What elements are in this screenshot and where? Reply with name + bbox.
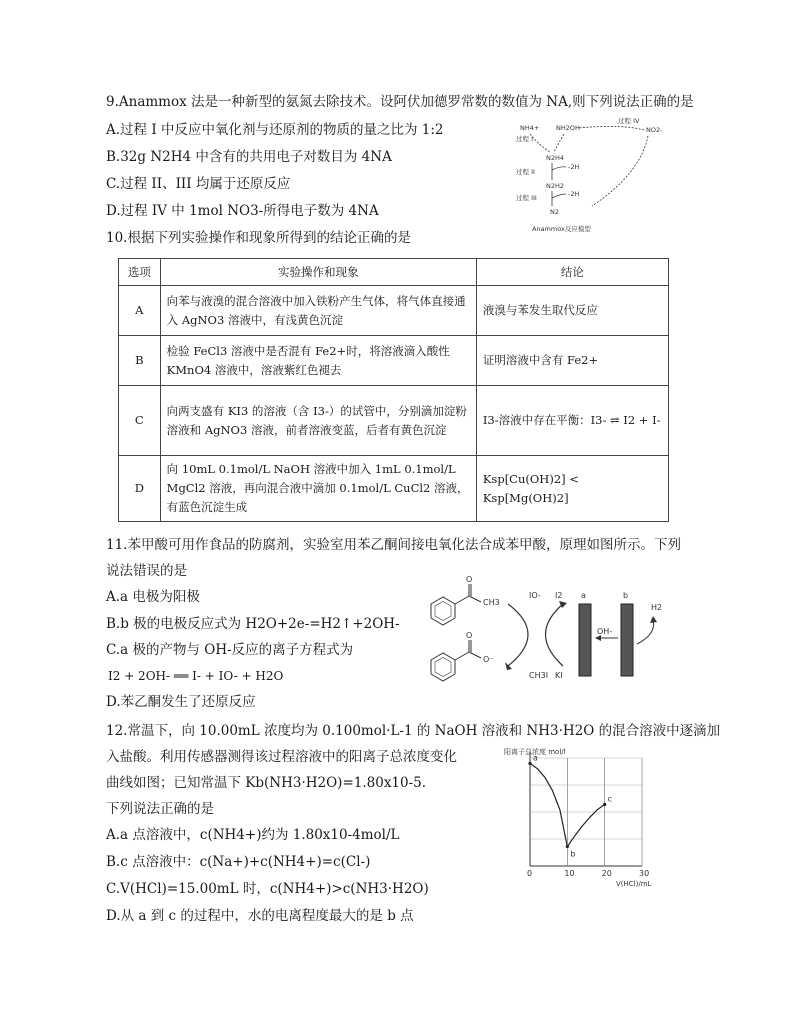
q11-option-d: D.苯乙酮发生了还原反应 xyxy=(106,694,256,710)
row-c-option: C xyxy=(119,386,161,456)
label-ch3i: CH3I xyxy=(529,671,549,680)
acetophenone-oxygen: O xyxy=(466,575,473,584)
q12-line2: 入盐酸。利用传感器测得该过程溶液中的阳离子总浓度变化 xyxy=(106,749,457,765)
cation-concentration-chart xyxy=(496,744,676,894)
q11-stem-line1: 11.苯甲酸可用作食品的防腐剂，实验室用苯乙酮间接电氧化法合成苯甲酸，原理如图所示。下列 xyxy=(106,537,681,553)
row-b-operation: 检验 FeCl3 溶液中是否混有 Fe2+时，将溶液滴入酸性 KMnO4 溶液中，溶液紫红色褪去 xyxy=(160,336,476,386)
chart-ylabel: 阳离子总浓度 mol/l xyxy=(504,748,566,756)
q11-stem-line2: 说法错误的是 xyxy=(106,563,187,579)
table-row xyxy=(119,336,669,386)
label-process2: 过程 II xyxy=(516,168,535,176)
benzoate-oxygen: O xyxy=(466,631,473,640)
point-c xyxy=(603,803,606,806)
label-no2: NO2- xyxy=(646,126,663,134)
label-oh: OH- xyxy=(597,627,613,636)
label-n2: N2 xyxy=(550,208,559,216)
header-conclusion: 结论 xyxy=(476,259,668,286)
label-n2h2: N2H2 xyxy=(546,182,565,190)
acetophenone-ch3: CH3 xyxy=(483,598,500,607)
label-i2: I2 xyxy=(555,591,563,600)
label-process3: 过程 III xyxy=(516,194,537,202)
label-h2: H2 xyxy=(651,603,663,612)
q11-option-c-equation: I2 + 2OH- ══ I- + IO- + H2O xyxy=(108,669,284,683)
q9-option-d: D.过程 IV 中 1mol NO3-所得电子数为 4NA xyxy=(106,203,379,219)
row-a-conclusion: 液溴与苯发生取代反应 xyxy=(476,286,668,336)
point-a xyxy=(528,762,531,765)
x-tick-0: 0 xyxy=(527,869,533,878)
svg-text:O⁻: O⁻ xyxy=(483,655,494,664)
q11-option-b: B.b 极的电极反应式为 H2O+2e-=H2↑+2OH- xyxy=(106,616,400,632)
x-tick-30: 30 xyxy=(639,869,650,878)
row-d-operation: 向 10mL 0.1mol/L NaOH 溶液中加入 1mL 0.1mol/L MgCl2 溶液，再向混合液中滴加 0.1mol/L CuCl2 溶液，有蓝色沉淀生成 xyxy=(160,456,476,522)
electrode-b-label: b xyxy=(623,591,629,600)
q9-option-b: B.32g N2H4 中含有的共用电子对数目为 4NA xyxy=(106,149,392,165)
q11-option-c: C.a 极的产物与 OH-反应的离子方程式为 xyxy=(106,642,354,658)
label-ki: KI xyxy=(555,671,563,680)
row-d-conclusion: Ksp[Cu(OH)2] < Ksp[Mg(OH)2] xyxy=(476,456,668,522)
electrolysis-diagram xyxy=(413,574,673,694)
label-minus2h-1: -2H xyxy=(568,163,580,171)
q10-stem: 10.根据下列实验操作和现象所得到的结论正确的是 xyxy=(106,230,411,246)
row-c-operation: 向两支盛有 KI3 的溶液（含 I3-）的试管中，分别滴加淀粉溶液和 AgNO3 溶液，前者溶液变蓝，后者有黄色沉淀 xyxy=(160,386,476,456)
point-b xyxy=(566,845,569,848)
row-b-conclusion: 证明溶液中含有 Fe2+ xyxy=(476,336,668,386)
row-b-option: B xyxy=(119,336,161,386)
label-minus2h-2: -2H xyxy=(568,190,580,198)
chart-xlabel: V(HCl)/mL xyxy=(616,880,652,888)
point-label-b: b xyxy=(570,849,576,859)
label-nh4: NH4+ xyxy=(520,124,540,132)
header-operation: 实验操作和现象 xyxy=(160,259,476,286)
table-row xyxy=(119,286,669,336)
point-label-c: c xyxy=(607,794,613,804)
label-n2h4: N2H4 xyxy=(546,154,565,162)
diagram-caption: Anammox反应模型 xyxy=(532,225,591,233)
row-d-option: D xyxy=(119,456,161,522)
q12-option-d: D.从 a 到 c 的过程中，水的电离程度最大的是 b 点 xyxy=(106,908,414,924)
label-process4: 过程 IV xyxy=(618,117,640,125)
electrode-a-label: a xyxy=(581,591,586,600)
q9-stem: 9.Anammox 法是一种新型的氨氮去除技术。设阿伏加德罗常数的数值为 NA,则下列说法正确的是 xyxy=(106,94,694,110)
q12-line3: 曲线如图；已知常温下 Kb(NH3·H2O)=1.80x10-5. xyxy=(106,775,427,791)
q12-option-a: A.a 点溶液中，c(NH4+)约为 1.80x10-4mol/L xyxy=(106,827,400,843)
anammox-diagram xyxy=(512,114,672,234)
header-option: 选项 xyxy=(119,259,161,286)
q12-option-b: B.c 点溶液中：c(Na+)+c(NH4+)=c(Cl-) xyxy=(106,854,371,870)
label-process1: 过程 I xyxy=(516,135,533,143)
q9-option-a: A.过程 I 中反应中氧化剂与还原剂的物质的量之比为 1:2 xyxy=(106,122,444,138)
label-io: IO- xyxy=(529,591,541,600)
row-a-operation: 向苯与液溴的混合溶液中加入铁粉产生气体，将气体直接通入 AgNO3 溶液中，有浅黄色沉淀 xyxy=(160,286,476,336)
x-tick-20: 20 xyxy=(601,869,612,878)
table-header-row xyxy=(119,259,669,286)
q11-option-a: A.a 电极为阳极 xyxy=(106,589,200,605)
experiment-table xyxy=(118,258,669,522)
x-tick-10: 10 xyxy=(564,869,575,878)
table-row xyxy=(119,456,669,522)
q12-line1: 12.常温下，向 10.00mL 浓度均为 0.100mol·L-1 的 NaOH 溶液和 NH3·H2O 的混合溶液中逐滴加 xyxy=(106,723,721,739)
label-nh2oh: NH2OH xyxy=(556,124,580,132)
row-a-option: A xyxy=(119,286,161,336)
q12-option-c: C.V(HCl)=15.00mL 时，c(NH4+)>c(NH3·H2O) xyxy=(106,881,429,897)
table-row xyxy=(119,386,669,456)
row-c-conclusion: I3-溶液中存在平衡：I3- ⇌ I2 + I- xyxy=(476,386,668,456)
q12-line4: 下列说法正确的是 xyxy=(106,801,214,817)
point-label-a: a xyxy=(533,753,538,763)
q9-option-c: C.过程 II、III 均属于还原反应 xyxy=(106,176,291,192)
